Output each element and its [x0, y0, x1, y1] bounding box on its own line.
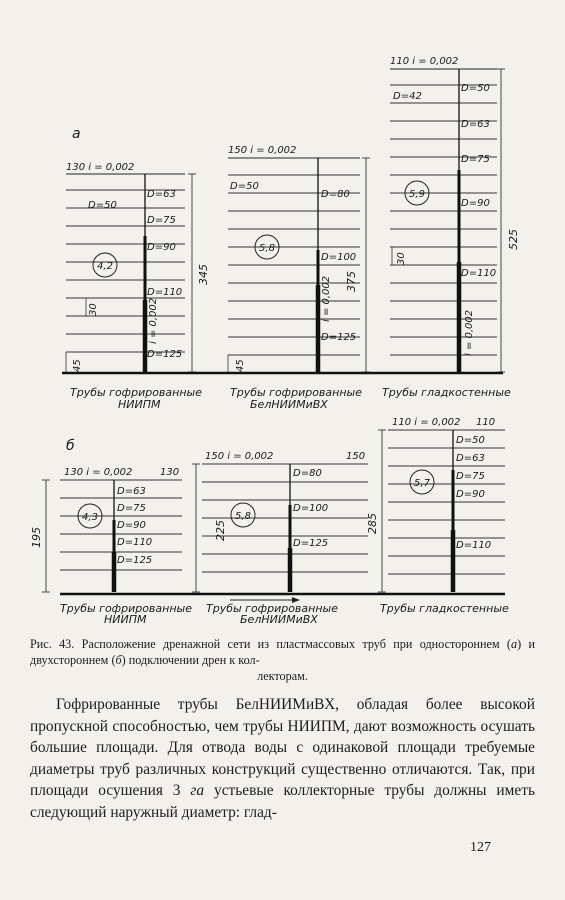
panel-b2-d2: D=125 [293, 538, 329, 549]
panel-a2-edge: 45 [235, 359, 246, 372]
panel-a2 [228, 145, 370, 411]
panel-b1-d4: D=125 [117, 555, 153, 566]
panel-a3-d2: D=63 [461, 119, 490, 130]
panel-a2-d3: D=125 [321, 332, 357, 343]
panel-a1-edge: 45 [72, 359, 83, 372]
panel-b3-d3: D=90 [456, 489, 485, 500]
panel-a3-d0: D=42 [393, 91, 422, 102]
panel-a2-label-2: БелНИИМиВХ [250, 398, 328, 411]
panel-a1-d1: D=63 [147, 189, 176, 200]
figure-b-letter: б [66, 438, 75, 454]
panel-a2-d1: D=80 [321, 189, 350, 200]
panel-b1-d1: D=75 [117, 503, 146, 514]
panel-b3-d1: D=63 [456, 453, 485, 464]
panel-b2-flow-left: 150 i = 0,002 [205, 451, 274, 462]
panel-a3-slope: i = 0,002 [464, 309, 475, 356]
panel-a3-label-1: Трубы гладкостенные [382, 386, 511, 399]
panel-b3-length: 285 [366, 513, 379, 534]
panel-a1-d0: D=50 [88, 200, 117, 211]
panel-b2-flow-right: 150 [346, 451, 366, 462]
panel-a1-area: 4,2 [97, 261, 113, 272]
figure-caption: Рис. 43. Расположение дренажной сети из пластмассовых труб при одностороннем (а) и двухстороннем (б) подключении дрен к кол- лекторам. [30, 637, 535, 683]
panel-a1-label-1: Трубы гофрированные [70, 386, 202, 399]
panel-b1 [30, 467, 192, 626]
panel-b2-label-1: Трубы гофрированные [206, 602, 338, 615]
panel-a1-d2: D=75 [147, 215, 176, 226]
panel-b1-d2: D=90 [117, 520, 146, 531]
panel-a1-flow: 130 i = 0,002 [66, 162, 135, 173]
panel-b3-area: 5,7 [414, 478, 430, 489]
panel-b2-d0: D=80 [293, 468, 322, 479]
panel-b2-d1: D=100 [293, 503, 329, 514]
panel-b3-d4: D=110 [456, 540, 492, 551]
panel-b1-flow-left: 130 i = 0,002 [64, 467, 133, 478]
panel-a1-d4: D=110 [147, 287, 183, 298]
panel-b2-label-2: БелНИИМиВХ [240, 613, 318, 626]
panel-b3-d2: D=75 [456, 471, 485, 482]
panel-b1-area: 4,3 [82, 512, 98, 523]
panel-b1-label-1: Трубы гофрированные [60, 602, 192, 615]
panel-a3-d4: D=90 [461, 198, 490, 209]
panel-b1-length: 195 [30, 527, 43, 548]
panel-b3-label-1: Трубы гладкостенные [380, 602, 509, 615]
panel-a3-spacing: 30 [396, 252, 407, 265]
panel-a2-d0: D=50 [230, 181, 259, 192]
panel-a3 [382, 56, 520, 399]
panel-a3-length: 525 [507, 229, 520, 250]
figure-a-letter: а [72, 126, 81, 142]
panel-b1-d3: D=110 [117, 537, 153, 548]
panel-a1-length: 345 [197, 264, 210, 285]
panel-a2-flow: 150 i = 0,002 [228, 145, 297, 156]
panel-b1-label-2: НИИПМ [104, 613, 147, 626]
panel-a1-spacing: 30 [88, 303, 99, 316]
panel-a3-d1: D=50 [461, 83, 490, 94]
panel-a2-label-1: Трубы гофрированные [230, 386, 362, 399]
page-number: 127 [470, 840, 491, 855]
panel-a1-label-2: НИИПМ [118, 398, 161, 411]
panel-a1-d5: D=125 [147, 349, 183, 360]
panel-b3-flow-left: 110 i = 0,002 [392, 417, 461, 428]
panel-b2-area: 5,8 [235, 511, 251, 522]
body-paragraph: Гофрированные трубы БелНИИМиВХ, обладая более высокой пропускной способностью, чем трубы НИИПМ, дают возможность осушать большие площади. Для отвода воды с одинаковой площади требуемые диаметры труб различных конструкций существенно отличаются. Так, при площади осушения 3 га устьевые коллекторные трубы должны иметь следующий наружный диаметр: глад- [30, 696, 535, 821]
panel-a3-area: 5,9 [409, 189, 425, 200]
panel-b3 [366, 417, 509, 615]
panel-a3-d5: D=110 [461, 268, 497, 279]
panel-a1-slope: i = 0,002 [148, 297, 159, 344]
panel-a2-slope: i = 0,002 [321, 275, 332, 322]
panel-a2-area: 5,8 [259, 243, 275, 254]
panel-a2-length: 375 [345, 271, 358, 292]
panel-b3-d0: D=50 [456, 435, 485, 446]
panel-a3-flow: 110 i = 0,002 [390, 56, 459, 67]
panel-a1-d3: D=90 [147, 242, 176, 253]
panel-a3-d3: D=75 [461, 154, 490, 165]
panel-b2-length: 225 [214, 520, 227, 541]
panel-b3-flow-right: 110 [476, 417, 496, 428]
panel-b1-d0: D=63 [117, 486, 146, 497]
panel-a2-d2: D=100 [321, 252, 357, 263]
panel-b1-flow-right: 130 [160, 467, 180, 478]
